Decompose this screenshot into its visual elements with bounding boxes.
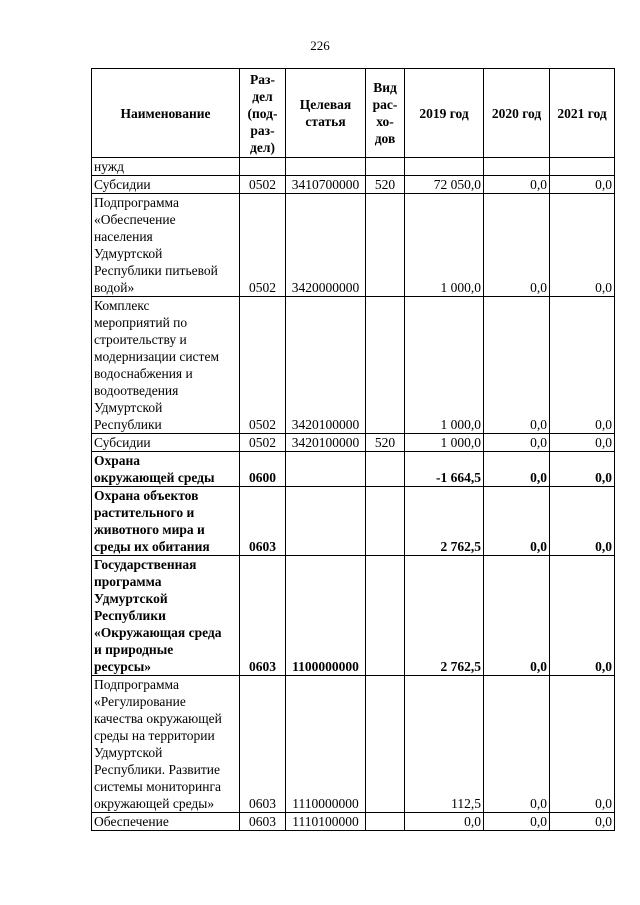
table-row bbox=[92, 452, 615, 487]
cell-2020: 0,0 bbox=[484, 297, 550, 434]
cell-target: 1110000000 bbox=[286, 676, 366, 813]
cell-section: 0502 bbox=[240, 176, 286, 194]
cell-target: 3410700000 bbox=[286, 176, 366, 194]
cell-2019 bbox=[405, 158, 484, 176]
cell-2020 bbox=[484, 158, 550, 176]
cell-target: 3420100000 bbox=[286, 297, 366, 434]
col-header-2019: 2019 год bbox=[405, 69, 484, 158]
cell-2019: 0,0 bbox=[405, 813, 484, 831]
header-row bbox=[92, 69, 615, 158]
cell-2021: 0,0 bbox=[550, 297, 615, 434]
cell-2019: 2 762,5 bbox=[405, 556, 484, 676]
cell-2020: 0,0 bbox=[484, 452, 550, 487]
cell-2021: 0,0 bbox=[550, 452, 615, 487]
cell-2020: 0,0 bbox=[484, 176, 550, 194]
col-header-2021: 2021 год bbox=[550, 69, 615, 158]
cell-target: 1100000000 bbox=[286, 556, 366, 676]
cell-2021: 0,0 bbox=[550, 194, 615, 297]
cell-section: 0502 bbox=[240, 297, 286, 434]
cell-name: Охрана окружающей среды bbox=[92, 452, 240, 487]
cell-target bbox=[286, 487, 366, 556]
cell-expense: 520 bbox=[366, 434, 405, 452]
cell-2021: 0,0 bbox=[550, 556, 615, 676]
cell-section: 0502 bbox=[240, 434, 286, 452]
table-row bbox=[92, 434, 615, 452]
table-row bbox=[92, 813, 615, 831]
cell-expense bbox=[366, 676, 405, 813]
cell-expense bbox=[366, 297, 405, 434]
table-row bbox=[92, 297, 615, 434]
page-number: 226 bbox=[310, 38, 330, 53]
table-body bbox=[92, 158, 615, 831]
cell-expense: 520 bbox=[366, 176, 405, 194]
cell-2021: 0,0 bbox=[550, 176, 615, 194]
cell-2020: 0,0 bbox=[484, 556, 550, 676]
cell-name: Подпрограмма «Обеспечение населения Удмуртской Республики питьевой водой» bbox=[92, 194, 240, 297]
cell-2019: 1 000,0 bbox=[405, 434, 484, 452]
col-header-2020: 2020 год bbox=[484, 69, 550, 158]
cell-2021 bbox=[550, 158, 615, 176]
cell-target: 3420000000 bbox=[286, 194, 366, 297]
cell-2021: 0,0 bbox=[550, 813, 615, 831]
cell-name: нужд bbox=[92, 158, 240, 176]
table-row bbox=[92, 556, 615, 676]
cell-2019: 1 000,0 bbox=[405, 194, 484, 297]
cell-2021: 0,0 bbox=[550, 487, 615, 556]
cell-section bbox=[240, 158, 286, 176]
cell-section: 0603 bbox=[240, 487, 286, 556]
table-row bbox=[92, 194, 615, 297]
cell-expense bbox=[366, 556, 405, 676]
budget-table bbox=[91, 68, 615, 831]
table-row bbox=[92, 176, 615, 194]
cell-target: 1110100000 bbox=[286, 813, 366, 831]
cell-section: 0502 bbox=[240, 194, 286, 297]
cell-name: Комплекс мероприятий по строительству и модернизации систем водоснабжения и водоотведения Удмуртской Республики bbox=[92, 297, 240, 434]
cell-2019: 2 762,5 bbox=[405, 487, 484, 556]
cell-2020: 0,0 bbox=[484, 813, 550, 831]
cell-section: 0603 bbox=[240, 676, 286, 813]
col-header-expense: Вид рас- хо- дов bbox=[366, 69, 405, 158]
cell-2021: 0,0 bbox=[550, 434, 615, 452]
cell-expense bbox=[366, 452, 405, 487]
cell-expense bbox=[366, 194, 405, 297]
cell-2019: 72 050,0 bbox=[405, 176, 484, 194]
cell-expense bbox=[366, 487, 405, 556]
cell-2020: 0,0 bbox=[484, 434, 550, 452]
cell-section: 0600 bbox=[240, 452, 286, 487]
cell-target bbox=[286, 158, 366, 176]
cell-expense bbox=[366, 158, 405, 176]
table-row bbox=[92, 487, 615, 556]
cell-name: Субсидии bbox=[92, 176, 240, 194]
cell-2019: -1 664,5 bbox=[405, 452, 484, 487]
table-row bbox=[92, 676, 615, 813]
cell-2019: 112,5 bbox=[405, 676, 484, 813]
cell-2020: 0,0 bbox=[484, 487, 550, 556]
cell-2020: 0,0 bbox=[484, 194, 550, 297]
cell-2020: 0,0 bbox=[484, 676, 550, 813]
cell-name: Субсидии bbox=[92, 434, 240, 452]
col-header-section: Раз- дел (под- раз- дел) bbox=[240, 69, 286, 158]
cell-target bbox=[286, 452, 366, 487]
cell-target: 3420100000 bbox=[286, 434, 366, 452]
cell-section: 0603 bbox=[240, 813, 286, 831]
cell-2021: 0,0 bbox=[550, 676, 615, 813]
cell-name: Охрана объектов растительного и животного мира и среды их обитания bbox=[92, 487, 240, 556]
table-row bbox=[92, 158, 615, 176]
cell-expense bbox=[366, 813, 405, 831]
cell-name: Подпрограмма «Регулирование качества окружающей среды на территории Удмуртской Республики. Развитие системы мониторинга окружающей среды» bbox=[92, 676, 240, 813]
cell-section: 0603 bbox=[240, 556, 286, 676]
cell-name: Обеспечение bbox=[92, 813, 240, 831]
col-header-name: Наименование bbox=[92, 69, 240, 158]
cell-name: Государственная программа Удмуртской Республики «Окружающая среда и природные ресурсы» bbox=[92, 556, 240, 676]
cell-2019: 1 000,0 bbox=[405, 297, 484, 434]
col-header-target: Целевая статья bbox=[286, 69, 366, 158]
